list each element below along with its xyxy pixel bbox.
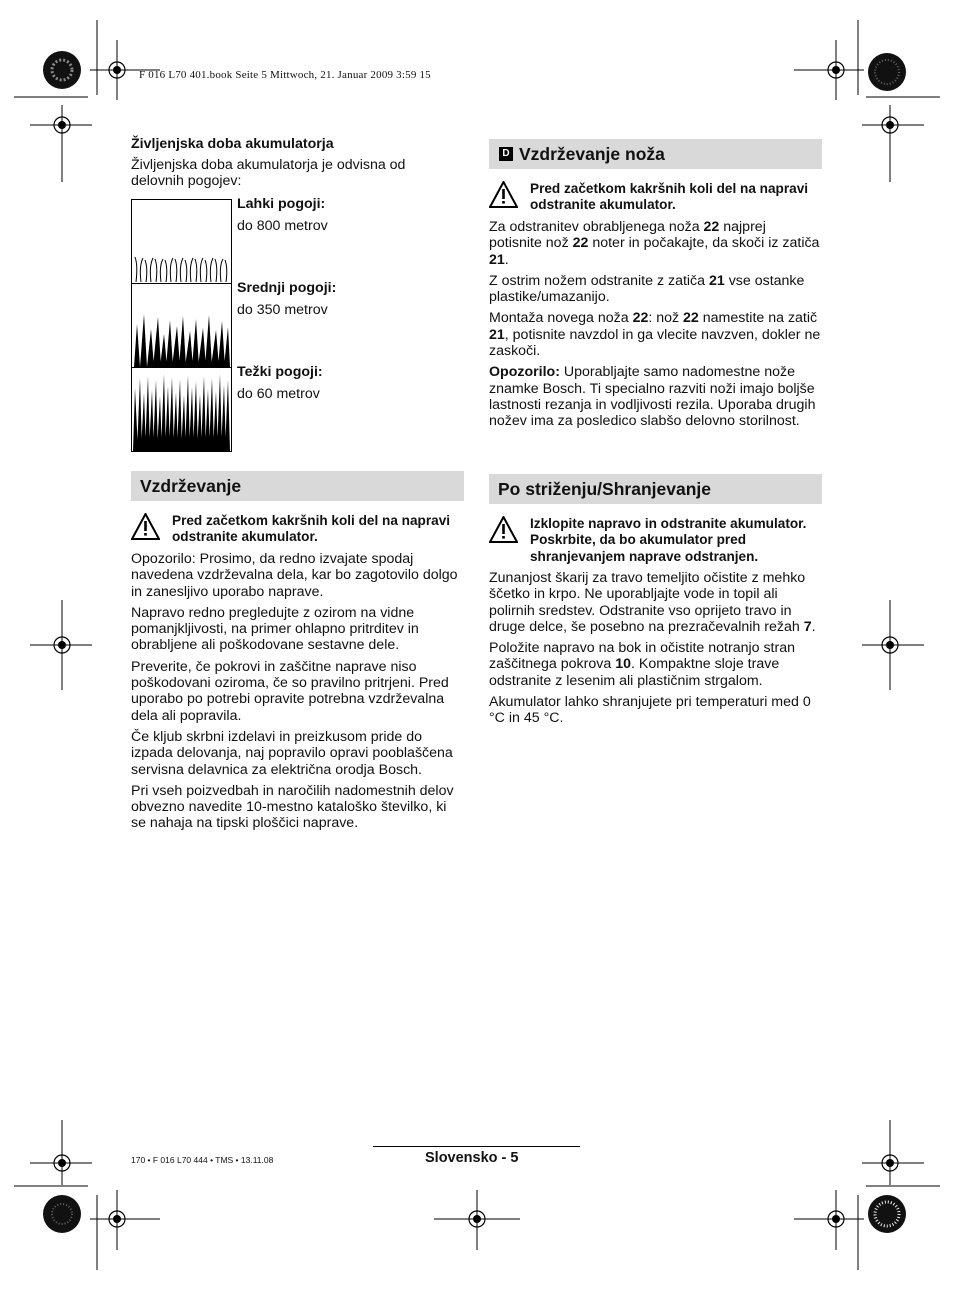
storage-title: Po striženju/Shranjevanje <box>498 478 711 499</box>
battery-life-intro: Življenjska doba akumulatorja je odvisna od delovnih pogojev: <box>131 157 406 190</box>
footer-code: 170 • F 016 L70 444 • TMS • 13.11.08 <box>131 1155 274 1165</box>
storage-warning <box>489 516 822 565</box>
storage-section-bar <box>489 474 822 504</box>
maintenance-paragraph: Preverite, če pokrovi in zaščitne naprave niso poškodovani oziroma, če so pravilno pritrjeni. Pred uporabo po potrebi opravite potrebna vzdrževalna dela ali popravila. <box>131 658 449 724</box>
warning-triangle-icon <box>131 513 160 540</box>
maintenance-warning <box>131 513 464 546</box>
maintenance-paragraph: Če kljub skrbni izdelavi in preizkusom pride do izpada delovanja, naj popravilo opravi pooblaščena servisna delavnica za električna orodja Bosch. <box>131 728 453 778</box>
page-number: Slovensko - 5 <box>425 1150 519 1166</box>
storage-paragraph-cover: Položite napravo na bok in očistite notranjo stran zaščitnega pokrova 10. Kompaktne sloje trave odstranite z lesenim ali plastičnim strgalom. <box>489 640 796 689</box>
battery-life-title: Življenjska doba akumulatorja <box>131 136 334 152</box>
condition-heavy-label: Težki pogoji: <box>237 364 323 380</box>
grass-medium-illustration <box>131 283 232 368</box>
blade-paragraph-remove: Za odstranitev obrabljenega noža 22 najprej potisnite nož 22 noter in počakajte, da skoči iz zatiča 21. <box>489 219 820 268</box>
maintenance-body <box>131 551 464 832</box>
blade-paragraph-note: Opozorilo: Uporabljajte samo nadomestne nože znamke Bosch. Ti specialno razviti noži imajo boljše lastnosti rezanja in vodljivosti rezila. Uporaba drugih nožev ima za posledico slabšo delovno storilnost. <box>489 364 816 430</box>
condition-light-label: Lahki pogoji: <box>237 196 326 212</box>
maintenance-paragraph: Pri vseh poizvedbah in naročilih nadomestnih delov obvezno navedite 10-mestno kataloško številko, ki se nahaja na tipski ploščici naprave. <box>131 782 454 832</box>
grass-heavy-illustration <box>131 367 232 452</box>
section-badge: D <box>499 147 513 161</box>
book-header: F 016 L70 401.book Seite 5 Mittwoch, 21. Januar 2009 3:59 15 <box>139 69 431 81</box>
grass-light-illustration <box>131 199 232 284</box>
storage-paragraph-exterior: Zunanjost škarij za travo temeljito očistite z mehko ščetko in krpo. Ne uporabljajte vode in topil ali polirnih sredstev. Odstranite vso oprijeto travo in druge delce, še posebno na prezračevalnih režah 7. <box>489 570 816 635</box>
condition-medium-label: Srednji pogoji: <box>237 280 337 296</box>
blade-paragraph-clean: Z ostrim nožem odstranite z zatiča 21 vse ostanke plastike/umazanijo. <box>489 272 805 306</box>
maintenance-warning-text: Pred začetkom kakršnih koli del na napravi odstranite akumulator. <box>172 513 451 545</box>
blade-warning <box>489 181 822 214</box>
maintenance-title: Vzdrževanje <box>140 475 242 496</box>
maintenance-paragraph: Opozorilo: Prosimo, da redno izvajate spodaj navedena vzdrževalna dela, kar bo zagotovilo dolgo in zanesljivo uporabo naprave. <box>131 551 458 600</box>
blade-title: Vzdrževanje noža <box>519 143 665 164</box>
blade-section-bar <box>489 139 822 169</box>
condition-light-value: do 800 metrov <box>237 218 328 234</box>
storage-body <box>489 570 822 727</box>
condition-medium-value: do 350 metrov <box>237 302 328 318</box>
footer-rule <box>373 1146 580 1147</box>
condition-heavy-value: do 60 metrov <box>237 386 320 402</box>
blade-body <box>489 219 822 430</box>
storage-paragraph-temperature: Akumulator lahko shranjujete pri temperaturi med 0 °C in 45 °C. <box>489 694 811 727</box>
blade-paragraph-mount: Montaža novega noža 22: nož 22 namestite na zatič 21, potisnite navzdol in ga vlecite navzven, dokler ne zaskoči. <box>489 310 821 360</box>
blade-warning-text: Pred začetkom kakršnih koli del na napravi odstranite akumulator. <box>530 181 809 213</box>
warning-triangle-icon <box>489 181 518 208</box>
storage-warning-text: Izklopite napravo in odstranite akumulator. Poskrbite, da bo akumulator pred shranjevanjem naprave odstranjen. <box>530 516 807 564</box>
warning-triangle-icon <box>489 516 518 543</box>
maintenance-section-bar <box>131 471 464 501</box>
maintenance-paragraph: Napravo redno pregledujte z ozirom na vidne pomanjkljivosti, na primer ohlapno pritrditev in obrabljene ali poškodovane sestavne dele. <box>131 604 419 654</box>
